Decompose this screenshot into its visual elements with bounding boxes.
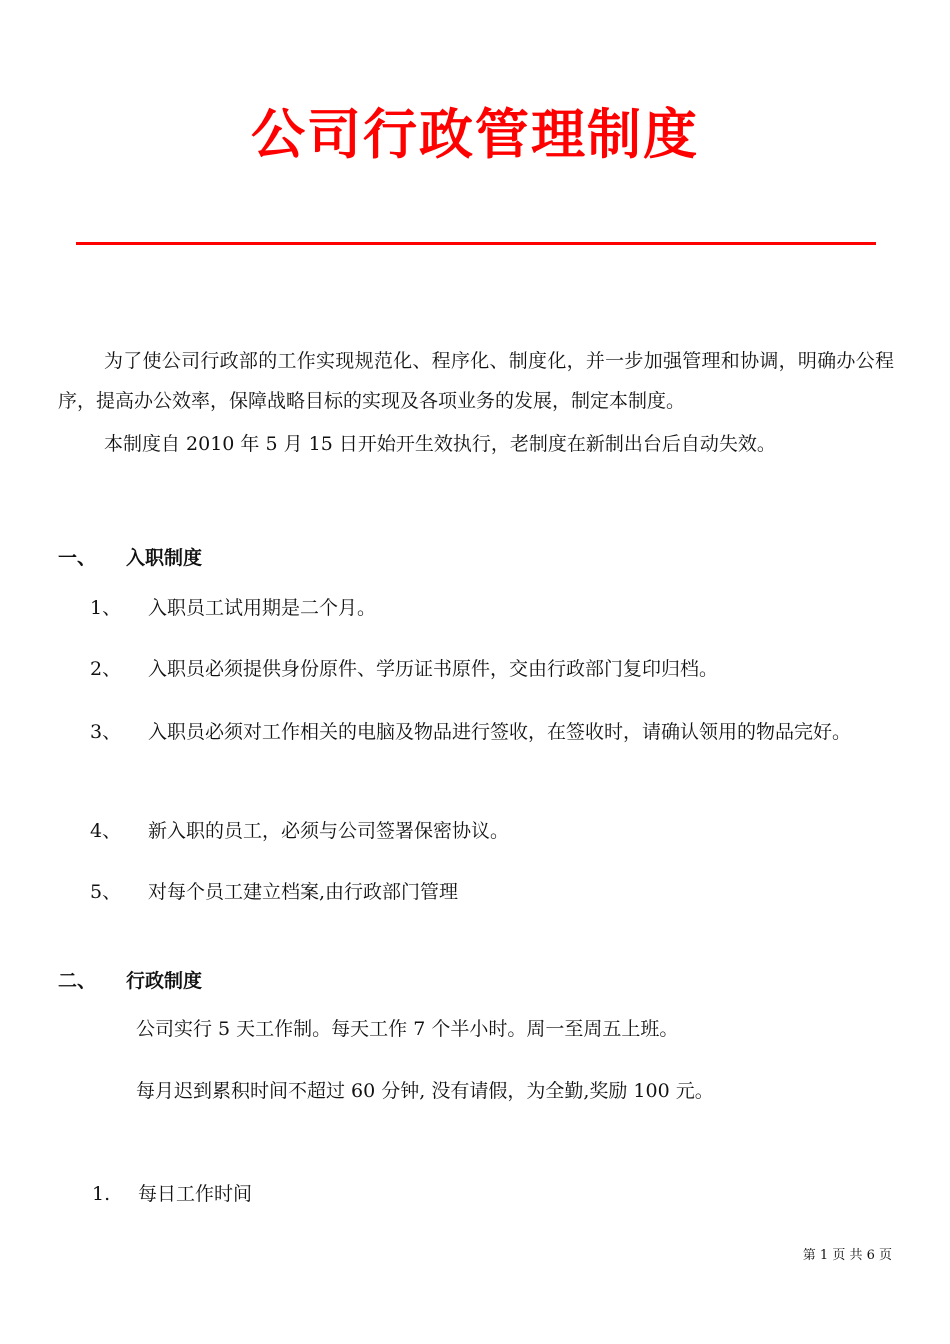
page-number-footer: 第 1 页 共 6 页 <box>802 1248 892 1263</box>
section-number: 二、 <box>58 970 97 992</box>
list-item <box>90 878 894 906</box>
document-title: 公司行政管理制度 <box>251 102 699 166</box>
list-item <box>90 718 894 755</box>
sub-item-number: 1. <box>92 1183 111 1205</box>
sub-item <box>92 1180 252 1208</box>
section-title: 入职制度 <box>126 547 203 569</box>
list-item <box>90 594 894 622</box>
list-item-text: 入职员必须对工作相关的电脑及物品进行签收，在签收时，请确认领用的物品完好。 <box>148 721 852 743</box>
title-divider <box>76 242 876 245</box>
sub-item-text: 每日工作时间 <box>138 1183 253 1205</box>
section-title: 行政制度 <box>126 970 203 992</box>
section-paragraph-2: 每月迟到累积时间不超过 60 分钟, 没有请假，为全勤,奖励 100 元。 <box>136 1080 714 1102</box>
list-item-number: 1、 <box>90 597 122 619</box>
list-item-text: 新入职的员工，必须与公司签署保密协议。 <box>148 820 510 842</box>
list-item <box>90 655 894 683</box>
section-paragraph-1: 公司实行 5 天工作制。每天工作 7 个半小时。周一至周五上班。 <box>136 1018 679 1040</box>
list-item-number: 5、 <box>90 881 122 903</box>
list-item <box>90 817 894 845</box>
section-heading-2 <box>58 967 202 995</box>
intro-paragraph-1: 为了使公司行政部的工作实现规范化、程序化、制度化，并一步加强管理和协调，明确办公程序，提高办公效率，保障战略目标的实现及各项业务的发展，制定本制度。 <box>58 350 894 412</box>
list-item-text: 对每个员工建立档案,由行政部门管理 <box>148 881 459 903</box>
list-item-number: 2、 <box>90 658 122 680</box>
list-item-text: 入职员工试用期是二个月。 <box>148 597 377 619</box>
section-number: 一、 <box>58 547 97 569</box>
list-item-number: 4、 <box>90 820 122 842</box>
list-item-number: 3、 <box>90 721 122 743</box>
section-heading-1 <box>58 544 202 572</box>
intro-paragraph-2: 本制度自 2010 年 5 月 15 日开始开生效执行，老制度在新制出台后自动失效。 <box>104 433 776 455</box>
list-item-text: 入职员必须提供身份原件、学历证书原件，交由行政部门复印归档。 <box>148 658 719 680</box>
